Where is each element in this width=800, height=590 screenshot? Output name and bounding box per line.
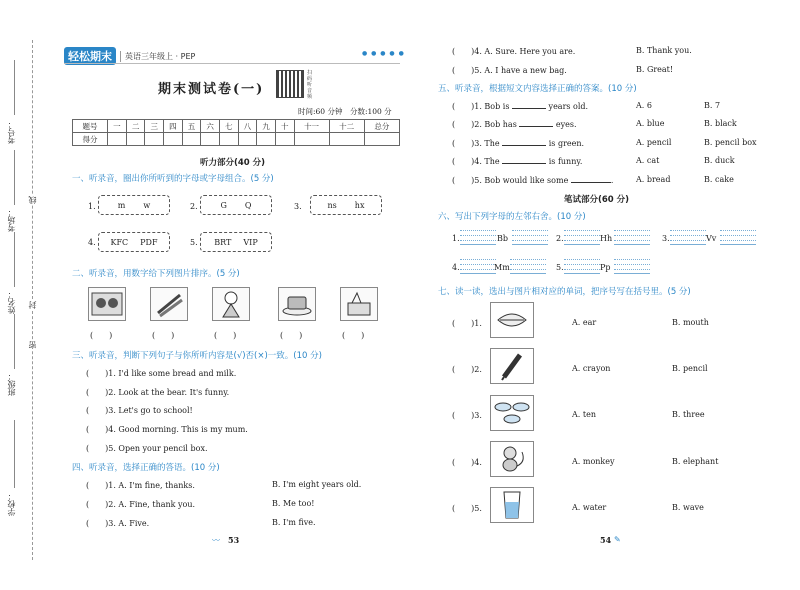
picture-2 xyxy=(150,287,188,321)
class-line xyxy=(14,314,15,369)
header-dots: ● ● ● ● ● xyxy=(362,50,405,57)
s7-image-2 xyxy=(490,348,534,384)
s6-letter-1: Bb xyxy=(497,234,508,243)
s7-opt-5b: B. wave xyxy=(672,503,704,512)
s5-opt-2a: A. blue xyxy=(636,119,665,128)
s7-image-3 xyxy=(490,395,534,431)
s1-option[interactable]: PDF xyxy=(140,237,158,247)
s1-option[interactable]: KFC xyxy=(110,237,129,247)
s7-item-2: ( )2. xyxy=(452,365,482,374)
section-7-title: 七、读一读，选出与图片相对应的单词，把序号写在括号里。(5 分) xyxy=(438,287,691,297)
s7-opt-1a: A. ear xyxy=(572,318,597,327)
s4-item-5-a: ( )5. A. I have a new bag. xyxy=(452,66,567,75)
s5-item-2: ( )2. Bob has eyes. xyxy=(452,120,577,129)
picture-5 xyxy=(340,287,378,321)
s2-answer-4[interactable]: ( ) xyxy=(280,331,303,340)
score-header-cell: 一 xyxy=(108,120,127,133)
s6-writing-lines[interactable] xyxy=(564,230,600,245)
score-cell[interactable] xyxy=(201,133,220,146)
s4-item-3-b: B. I'm five. xyxy=(272,518,316,527)
s6-writing-lines[interactable] xyxy=(460,259,496,274)
s6-writing-lines[interactable] xyxy=(670,230,706,245)
monkey-icon xyxy=(494,444,530,474)
s7-item-5: ( )5. xyxy=(452,504,482,513)
s5-item-5: ( )5. Bob would like some . xyxy=(452,176,614,185)
s5-item-1: ( )1. Bob is years old. xyxy=(452,102,589,111)
s7-item-3: ( )3. xyxy=(452,411,482,420)
s1-letter-box-2 xyxy=(200,195,272,215)
s5-blank[interactable] xyxy=(571,182,611,183)
section-5-title: 五、听录音，根据短文内容选择正确的答案。(10 分) xyxy=(438,84,637,94)
s1-letter-box-4 xyxy=(98,232,170,252)
three-plates-icon xyxy=(492,398,532,428)
s6-item-2: 2. xyxy=(556,234,564,243)
bread-icon xyxy=(280,289,314,319)
cut-char-secret: 密 xyxy=(28,341,37,349)
s1-option[interactable]: VIP xyxy=(243,237,258,247)
s7-item-4: ( )4. xyxy=(452,458,482,467)
binding-strip xyxy=(0,0,46,590)
s3-item-3: ( )3. Let's go to school! xyxy=(86,406,193,415)
s5-opt-5a: A. bread xyxy=(636,175,671,184)
s1-letter-box-1 xyxy=(98,195,170,215)
page-number-right: 54 xyxy=(600,535,612,545)
score-cell[interactable] xyxy=(126,133,145,146)
qr-caption: 扫码听音频 xyxy=(307,70,313,100)
s6-letter-3: Vv xyxy=(706,234,717,243)
time-score-info: 时间:60 分钟 分数:100 分 xyxy=(298,107,392,116)
s7-image-4 xyxy=(490,441,534,477)
cut-char-seal: 封 xyxy=(28,301,37,309)
s3-item-1: ( )1. I'd like some bread and milk. xyxy=(86,369,237,378)
score-table xyxy=(72,119,400,146)
school-line xyxy=(14,420,15,488)
writing-part-title: 笔试部分(60 分) xyxy=(564,195,630,205)
score-cell[interactable] xyxy=(238,133,257,146)
s7-opt-4a: A. monkey xyxy=(572,457,615,466)
listening-part-title: 听力部分(40 分) xyxy=(200,158,266,168)
score-header-cell: 四 xyxy=(164,120,183,133)
s5-opt-1a: A. 6 xyxy=(636,101,652,110)
s4-item-2-a: ( )2. A. Fine, thank you. xyxy=(86,500,196,509)
girl-icon xyxy=(214,289,248,319)
class-label: 班级： xyxy=(7,372,16,396)
score-header-cell: 总分 xyxy=(364,120,399,133)
name-label: 姓名： xyxy=(7,290,16,314)
s2-answer-2[interactable]: ( ) xyxy=(152,331,175,340)
s3-item-4: ( )4. Good morning. This is my mum. xyxy=(86,425,248,434)
s5-opt-5b: B. cake xyxy=(704,175,734,184)
score-header-cell: 八 xyxy=(238,120,257,133)
s1-option[interactable]: Q xyxy=(244,200,252,210)
s7-opt-4b: B. elephant xyxy=(672,457,719,466)
score-cell[interactable] xyxy=(182,133,201,146)
score-header-cell: 六 xyxy=(201,120,220,133)
score-cell[interactable] xyxy=(145,133,164,146)
s5-opt-2b: B. black xyxy=(704,119,737,128)
section-3-title: 三、听录音，判断下列句子与你所听内容是(√)否(×)一致。(10 分) xyxy=(72,351,322,361)
s7-opt-2a: A. crayon xyxy=(572,364,611,373)
s5-opt-4a: A. cat xyxy=(636,156,660,165)
s4-item-3-a: ( )3. A. Five. xyxy=(86,519,150,528)
s4-item-4-b: B. Thank you. xyxy=(636,46,692,55)
section-2-title: 二、听录音，用数字给下列图片排序。(5 分) xyxy=(72,269,240,279)
exam-room-line xyxy=(14,150,15,205)
s6-letter-2: Hh xyxy=(600,234,613,243)
s6-letter-4: Mm xyxy=(494,263,510,272)
picture-1 xyxy=(88,287,126,321)
s6-writing-lines[interactable] xyxy=(614,230,650,245)
score-header-cell: 十 xyxy=(275,120,294,133)
s1-option[interactable]: ns xyxy=(327,200,337,210)
score-cell[interactable] xyxy=(164,133,183,146)
s1-num-3: 3. xyxy=(294,202,302,211)
score-header-cell: 七 xyxy=(219,120,238,133)
s6-writing-lines[interactable] xyxy=(460,230,496,245)
s7-image-1 xyxy=(490,302,534,338)
s6-item-3: 3. xyxy=(662,234,670,243)
s7-item-1: ( )1. xyxy=(452,319,482,328)
s7-opt-3a: A. ten xyxy=(572,410,596,419)
grade-subtitle: 英语三年级上 · PEP xyxy=(120,51,195,62)
s4-item-1-a: ( )1. A. I'm fine, thanks. xyxy=(86,481,195,490)
s2-answer-3[interactable]: ( ) xyxy=(214,331,237,340)
hand-book-icon xyxy=(342,289,376,319)
section-4-title: 四、听录音，选择正确的答语。(10 分) xyxy=(72,463,220,473)
s5-blank[interactable] xyxy=(512,108,546,109)
crayon-icon xyxy=(494,351,530,381)
brand-logo: 轻松期末 xyxy=(64,47,116,65)
score-cell[interactable] xyxy=(219,133,238,146)
section-6-title: 六、写出下列字母的左邻右舍。(10 分) xyxy=(438,212,586,222)
s5-blank[interactable] xyxy=(502,163,546,164)
s6-item-5: 5. xyxy=(556,263,564,272)
s1-option[interactable]: m xyxy=(117,200,126,210)
score-table-header-row xyxy=(73,120,400,133)
s1-num-4: 4. xyxy=(88,238,96,247)
cut-char-line: 线 xyxy=(28,196,37,204)
score-cell[interactable] xyxy=(329,133,364,146)
s4-item-2-b: B. Me too! xyxy=(272,499,315,508)
page-right-deco-icon: ✎ xyxy=(614,535,621,544)
s1-letter-box-5 xyxy=(200,232,272,252)
name-line xyxy=(14,232,15,287)
s1-option[interactable]: hx xyxy=(354,200,365,210)
s1-num-5: 5. xyxy=(190,238,198,247)
qr-code-icon[interactable] xyxy=(276,70,304,98)
s6-item-1: 1. xyxy=(452,234,460,243)
s6-writing-lines[interactable] xyxy=(564,259,600,274)
s6-writing-lines[interactable] xyxy=(614,259,650,274)
s7-opt-2b: B. pencil xyxy=(672,364,708,373)
score-header-cell: 十一 xyxy=(294,120,329,133)
s7-image-5 xyxy=(490,487,534,523)
picture-4 xyxy=(278,287,316,321)
score-header-cell: 二 xyxy=(126,120,145,133)
score-header-cell: 三 xyxy=(145,120,164,133)
s6-letter-5: Pp xyxy=(600,263,611,272)
s1-num-2: 2. xyxy=(190,202,198,211)
s2-answer-1[interactable]: ( ) xyxy=(90,331,113,340)
s5-opt-3b: B. pencil box xyxy=(704,138,757,147)
water-glass-icon xyxy=(494,489,530,521)
s3-item-5: ( )5. Open your pencil box. xyxy=(86,444,208,453)
s4-item-4-a: ( )4. A. Sure. Here you are. xyxy=(452,47,576,56)
s5-item-4: ( )4. The is funny. xyxy=(452,157,583,166)
bears-scene-icon xyxy=(90,289,124,319)
score-cell[interactable] xyxy=(257,133,276,146)
exam-number-label: 考号： xyxy=(7,120,16,144)
section-1-title: 一、听录音，圈出你所听到的字母或字母组合。(5 分) xyxy=(72,174,274,184)
score-header-cell: 题号 xyxy=(73,120,108,133)
s4-item-1-b: B. I'm eight years old. xyxy=(272,480,362,489)
header-rule xyxy=(64,63,400,64)
s5-blank[interactable] xyxy=(502,145,546,146)
score-cell[interactable] xyxy=(364,133,399,146)
pencils-icon xyxy=(152,289,186,319)
s5-opt-3a: A. pencil xyxy=(636,138,672,147)
s6-item-4: 4. xyxy=(452,263,460,272)
score-cell[interactable] xyxy=(275,133,294,146)
s1-option[interactable]: BRT xyxy=(214,237,232,247)
s5-opt-1b: B. 7 xyxy=(704,101,721,110)
s4-item-5-b: B. Great! xyxy=(636,65,674,74)
score-header-cell: 九 xyxy=(257,120,276,133)
page-number-left: 53 xyxy=(228,535,240,545)
s7-opt-1b: B. mouth xyxy=(672,318,709,327)
s7-opt-3b: B. three xyxy=(672,410,705,419)
score-table-score-row xyxy=(73,133,400,146)
score-cell[interactable] xyxy=(294,133,329,146)
s5-opt-4b: B. duck xyxy=(704,156,735,165)
s6-writing-lines[interactable] xyxy=(510,259,546,274)
s6-writing-lines[interactable] xyxy=(512,230,548,245)
exam-number-line xyxy=(14,60,15,115)
picture-3 xyxy=(212,287,250,321)
s1-option[interactable]: G xyxy=(220,200,227,210)
page-left-deco-icon: 〰 xyxy=(212,536,220,545)
exam-room-label: 考场： xyxy=(7,208,16,232)
score-header-cell: 五 xyxy=(182,120,201,133)
s1-letter-box-3 xyxy=(310,195,382,215)
s1-option[interactable]: w xyxy=(143,200,151,210)
s6-writing-lines[interactable] xyxy=(720,230,756,245)
school-label: 学校： xyxy=(7,492,16,516)
score-header-cell: 十二 xyxy=(329,120,364,133)
score-cell[interactable] xyxy=(108,133,127,146)
s5-blank[interactable] xyxy=(519,126,553,127)
s2-answer-5[interactable]: ( ) xyxy=(342,331,365,340)
s3-item-2: ( )2. Look at the bear. It's funny. xyxy=(86,388,230,397)
s1-num-1: 1. xyxy=(88,202,96,211)
mouth-icon xyxy=(494,308,530,332)
page-title: 期末测试卷(一) xyxy=(158,82,265,97)
s7-opt-5a: A. water xyxy=(572,503,607,512)
score-row-label: 得分 xyxy=(73,133,108,146)
s5-item-3: ( )3. The is green. xyxy=(452,139,585,148)
